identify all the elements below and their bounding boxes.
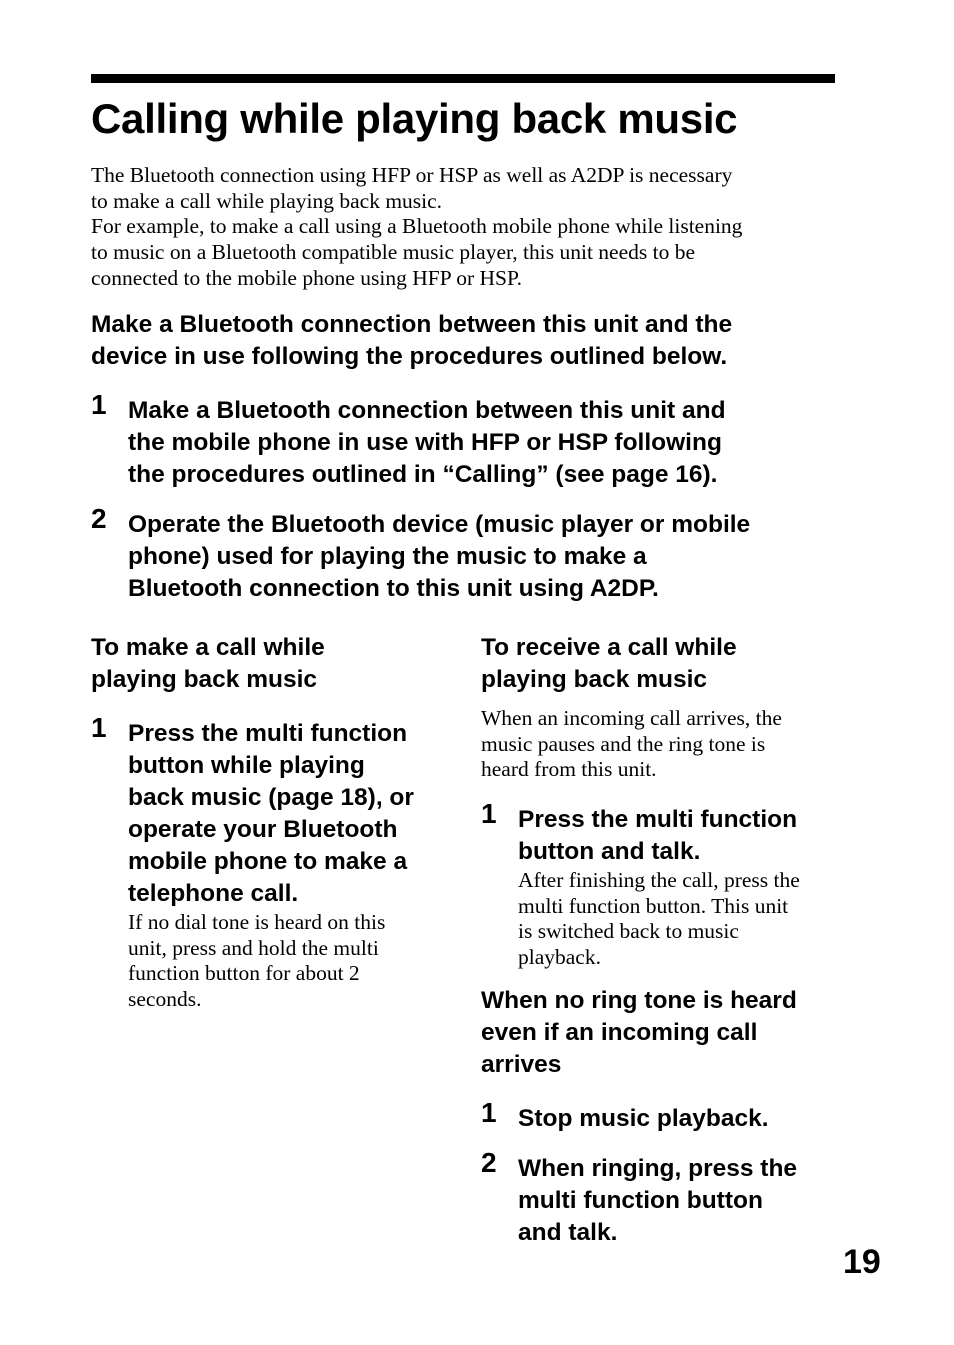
intro-text: [91, 163, 851, 292]
step-number: 1: [481, 1097, 497, 1128]
step-text: Stop music playback.: [518, 1105, 769, 1132]
step-note: After finishing the call, press the multi function button. This unit is switched back to music playback.: [518, 868, 800, 970]
step-text: Make a Bluetooth connection between this unit and the mobile phone in use with HFP or HSP following the procedures outlined in “Calling” (see page 16).: [128, 397, 726, 488]
step-number: 1: [91, 712, 107, 743]
step-text: Press the multi function button while playing back music (page 18), or operate your Bluetooth mobile phone to make a telephone call.: [128, 720, 414, 907]
lead-heading: Make a Bluetooth connection between this unit and the device in use following the procedures outlined below.: [91, 311, 733, 370]
main-step-2: [91, 503, 851, 605]
step-number: 1: [91, 389, 107, 420]
intro-paragraph-1: The Bluetooth connection using HFP or HSP as well as A2DP is necessary to make a call while playing back music.: [91, 163, 733, 213]
top-rule: [91, 74, 835, 83]
right-column-body: When an incoming call arrives, the music pauses and the ring tone is heard from this unit.: [481, 706, 782, 782]
step-text: When ringing, press the multi function button and talk.: [518, 1155, 798, 1246]
right-step-1: [481, 798, 851, 971]
step-text: Operate the Bluetooth device (music player or mobile phone) used for playing the music to make a Bluetooth connection to this unit using A2DP.: [128, 511, 751, 602]
left-column-heading: To make a call while playing back music: [91, 634, 325, 693]
no-ring-step-1: [481, 1097, 851, 1135]
step-note: If no dial tone is heard on this unit, press and hold the multi function button for about 2 seconds.: [128, 910, 386, 1012]
step-number: 1: [481, 798, 497, 829]
no-ring-tone-heading: When no ring tone is heard even if an incoming call arrives: [481, 987, 797, 1078]
no-ring-step-2: [481, 1147, 851, 1249]
step-number: 2: [91, 503, 107, 534]
right-column-heading: To receive a call while playing back music: [481, 634, 737, 693]
left-step-1: [91, 712, 461, 1013]
page-title: Calling while playing back music: [91, 95, 738, 142]
intro-paragraph-2: For example, to make a call using a Bluetooth mobile phone while listening to music on a Bluetooth compatible music player, this unit needs to be connected to the mobile phone using HFP or HSP.: [91, 214, 743, 290]
step-number: 2: [481, 1147, 497, 1178]
page-number: 19: [843, 1243, 881, 1281]
main-step-1: [91, 389, 851, 491]
step-text: Press the multi function button and talk.: [518, 806, 798, 865]
